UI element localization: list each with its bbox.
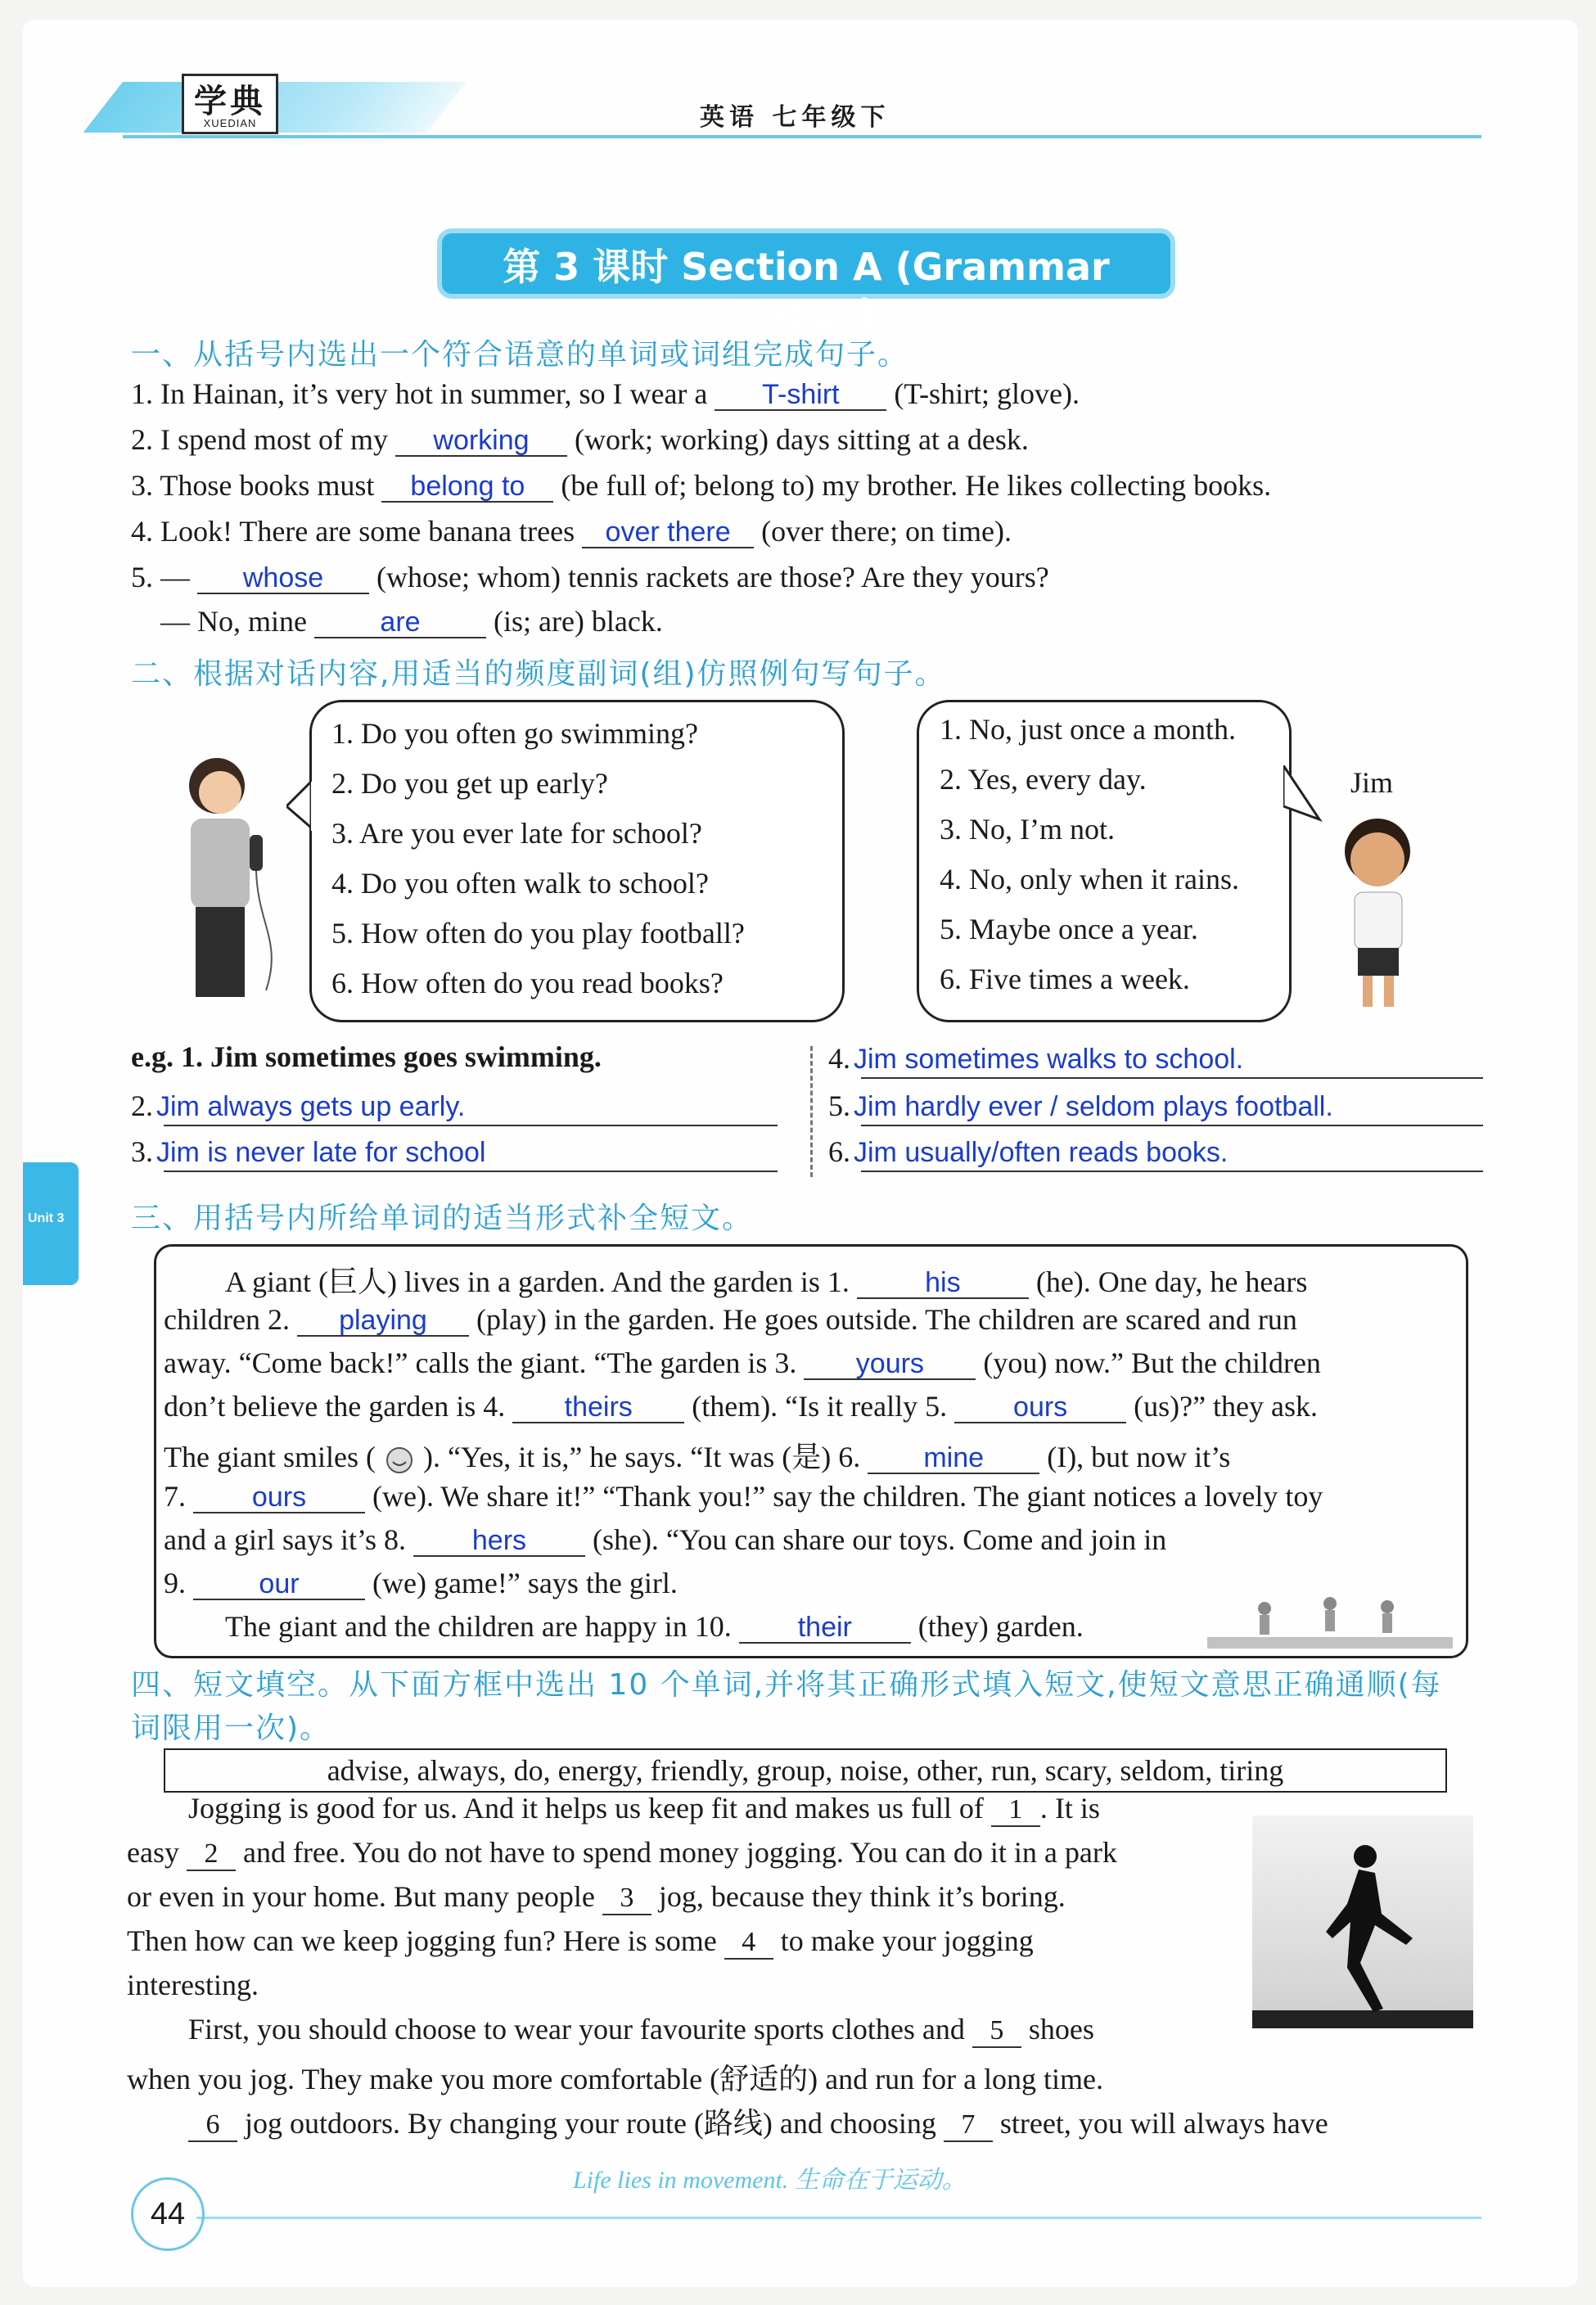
example-sentence: e.g. 1. Jim sometimes goes swimming. [131,1040,602,1073]
s3-line-1: A giant (巨人) lives in a garden. And the garden is 1. his (he). One day, he hears [225,1265,1308,1298]
s4-line-4: Then how can we keep jogging fun? Here is some 4 to make your jogging [127,1924,1034,1960]
section1-heading: 一、从括号内选出一个符合语意的单词或词组完成句子。 [131,338,909,372]
s3-line-8: 9. our (we) game!” says the girl. [164,1567,678,1599]
reply-4: 4. No, only when it rains. [940,863,1239,895]
s1-answer-1: T-shirt [715,380,886,411]
reply-5: 5. Maybe once a year. [940,913,1198,945]
girl-skirt [196,907,245,997]
s1-answer-6: are [314,607,486,638]
s1-item-2: 2. I spend most of my working (work; working) days sitting at a desk. [131,423,1029,456]
s1-answer-4: over there [582,517,754,548]
s3-answer-6: mine [868,1443,1039,1474]
girl-face [199,771,241,814]
jim-shorts [1358,948,1399,976]
question-2: 2. Do you get up early? [331,767,608,800]
s3-answer-7: ours [193,1482,365,1513]
reply-3: 3. No, I’m not. [940,813,1115,846]
section4-heading-line1: 四、短文填空。从下面方框中选出 10 个单词,并将其正确形式填入短文,使短文意思正确通顺(每 [131,1668,1442,1702]
s3-answer-8: hers [413,1526,585,1557]
smile-icon [383,1446,416,1474]
jim-boy-illustration [1322,810,1436,1015]
s4-blank-1: 1 [991,1794,1040,1827]
girl-shirt [191,819,250,909]
jim-label: Jim [1350,766,1394,799]
reply-2: 2. Yes, every day. [940,763,1147,796]
s2-answer-2: 2. Jim always gets up early. [131,1089,778,1126]
footer-rule [196,2217,1481,2219]
footer-motto: Life lies in movement. 生命在于运动。 [573,2167,967,2194]
s3-answer-2: playing [297,1306,469,1337]
section2-heading: 二、根据对话内容,用适当的频度副词(组)仿照例句写句子。 [131,657,946,691]
mic-cable [256,871,272,990]
bubble-tail-right [1282,765,1323,823]
s4-blank-2: 2 [187,1838,236,1871]
unit-side-tab [23,1162,79,1285]
s1-item-1: 1. In Hainan, it’s very hot in summer, so I wear a T-shirt (T-shirt; glove). [131,377,1080,410]
microphone-icon [250,835,263,871]
s4-blank-6: 6 [188,2109,237,2142]
s2-answer-4: 4. Jim sometimes walks to school. [828,1041,1483,1079]
s3-answer-1: his [857,1268,1029,1299]
s3-line-7: and a girl says it’s 8. hers (she). “You can share our toys. Come and join in [164,1523,1167,1556]
s4-line-8: 6 jog outdoors. By changing your route (路线) and choosing 7 street, you will always have [188,2100,1328,2142]
header-rule [123,135,1481,138]
s4-blank-7: 7 [944,2109,993,2142]
s2-answer-5: 5. Jim hardly ever / seldom plays football. [828,1089,1483,1126]
s1-item-5: 5. — whose (whose; whom) tennis rackets are those? Are they yours? [131,561,1049,593]
section4-heading-line2: 词限用一次)。 [131,1712,331,1745]
page-number: 44 [131,2177,205,2251]
s4-line-1: Jogging is good for us. And it helps us keep fit and makes us full of 1 . It is [188,1791,1100,1827]
s1-answer-3: belong to [381,471,553,503]
question-list [331,716,745,1016]
question-5: 5. How often do you play football? [331,917,745,950]
answer-divider [810,1046,813,1177]
s3-line-6: 7. ours (we). We share it!” “Thank you!” say the children. The giant notices a lovely toy [164,1480,1323,1513]
jim-face [1350,832,1404,886]
s1-answer-2: working [395,426,567,457]
s3-answer-3: yours [804,1349,976,1380]
jogger-silhouette-photo [1252,1816,1473,2028]
s3-line-3: away. “Come back!” calls the giant. “The garden is 3. yours (you) now.” But the children [164,1346,1321,1379]
question-1: 1. Do you often go swimming? [331,717,698,750]
s3-answer-4: theirs [512,1392,684,1423]
lesson-title: 第 3 课时 Section A (Grammar Focus) [503,245,1110,336]
s4-line-7: when you jog. They make you more comfortable (舒适的) and run for a long time. [127,2063,1104,2095]
s3-line-5: The giant smiles ( ). “Yes, it is,” he says. “It was (是) 6. mine (I), but now it’s [164,1441,1231,1473]
s4-blank-3: 3 [602,1883,651,1915]
s3-answer-9: our [193,1569,365,1600]
s3-line-9: The giant and the children are happy in 10. their (they) garden. [225,1610,1084,1643]
unit-label: Unit 3 [28,1211,65,1225]
s1-item-3: 3. Those books must belong to (be full of; belong to) my brother. He likes collecting books. [131,469,1272,502]
s1-item-4: 4. Look! There are some banana trees over there (over there; on time). [131,515,1012,548]
s3-answer-10: their [739,1613,911,1644]
s3-answer-5: ours [954,1392,1126,1423]
reply-1: 1. No, just once a month. [940,713,1236,746]
s1-answer-5: whose [197,563,369,594]
s3-line-4: don’t believe the garden is 4. theirs (them). “Is it really 5. ours (us)?” they ask. [164,1390,1319,1423]
logo: 学典 [194,83,266,120]
logo-subtitle: XUEDIAN [203,117,257,129]
reply-list [940,712,1239,1012]
question-3: 3. Are you ever late for school? [331,817,702,850]
question-4: 4. Do you often walk to school? [331,867,709,900]
s4-line-3: or even in your home. But many people 3 jog, because they think it’s boring. [127,1879,1066,1915]
running-children-decoration [1207,1592,1453,1649]
s4-line-6: First, you should choose to wear your favourite sports clothes and 5 shoes [188,2012,1094,2048]
s3-line-2: children 2. playing (play) in the garden. He goes outside. The children are scared and run [164,1303,1297,1336]
question-6: 6. How often do you read books? [331,967,724,999]
reply-6: 6. Five times a week. [940,963,1190,995]
s4-line-2: easy 2 and free. You do not have to spend money jogging. You can do it in a park [127,1835,1117,1871]
reporter-girl-illustration [160,745,299,1007]
s4-blank-5: 5 [972,2015,1021,2048]
s4-line-5: interesting. [127,1969,259,2001]
word-bank-box: advise, always, do, energy, friendly, group, noise, other, run, scary, seldom, tiring [164,1748,1447,1793]
s2-answer-6: 6. Jim usually/often reads books. [828,1134,1483,1172]
s1-item-6: — No, mine are (is; are) black. [160,605,663,638]
subject-grade: 英语 七年级下 [700,103,890,132]
bubble-tail-left [286,782,314,831]
jim-shirt [1355,892,1402,950]
section3-heading: 三、用括号内所给单词的适当形式补全短文。 [131,1202,754,1235]
s2-answer-3: 3. Jim is never late for school [131,1134,778,1172]
s4-blank-4: 4 [724,1927,773,1960]
